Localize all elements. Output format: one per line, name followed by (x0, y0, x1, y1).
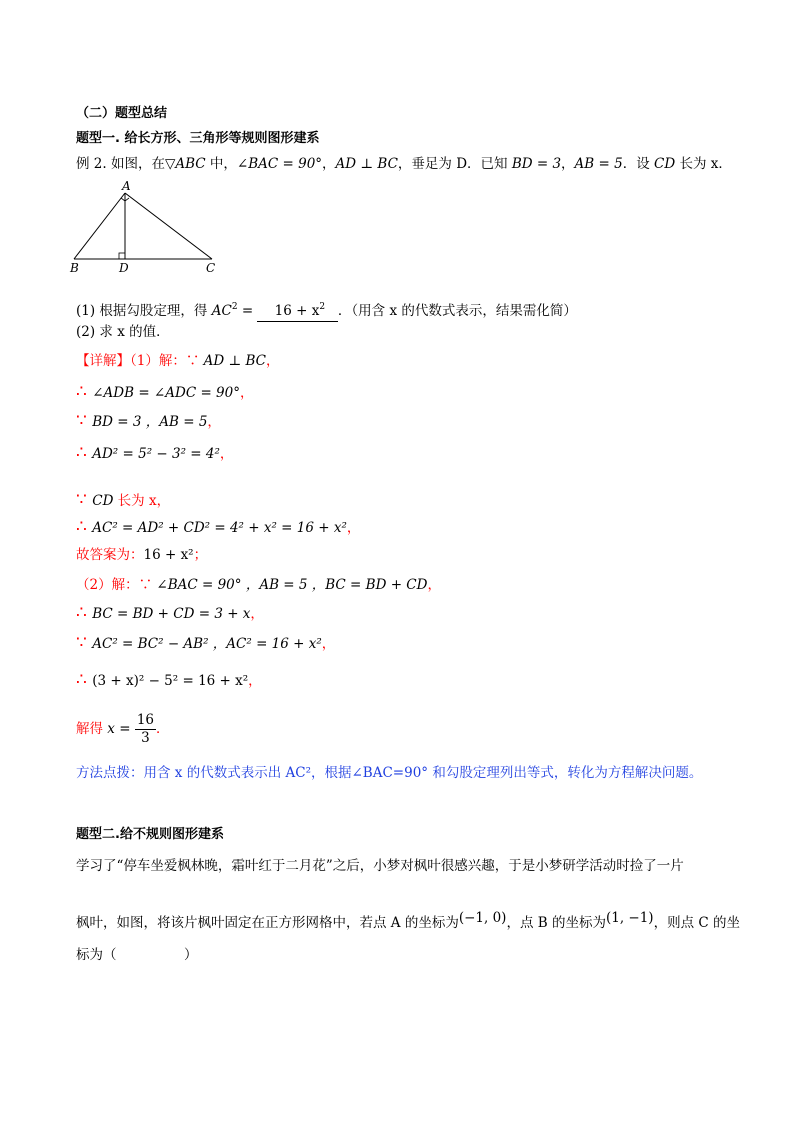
triangle-figure (66, 178, 231, 278)
solution-line-7: 故答案为：16 + x²； (76, 547, 208, 563)
section-title: （二）题型总结 (76, 106, 168, 121)
type1-title: 题型一. 给长方形、三角形等规则图形建系 (76, 131, 320, 146)
solution-line-2: ∴ ∠ADB = ∠ADC = 90°， (76, 382, 254, 402)
side-ab (74, 193, 125, 259)
side-ac (125, 193, 212, 259)
question-2: (2) 求 x 的值． (76, 324, 170, 340)
label-b: B (70, 261, 79, 275)
label-d: D (119, 261, 129, 275)
fraction-answer: $\frac{16}{3}$ (136, 712, 154, 746)
problem-line-2: 枫叶，如图，将该片枫叶固定在正方形网格中，若点 A 的坐标为(−1, 0)，点 B 的坐标为(1, −1)，则点 C 的坐 (76, 910, 740, 931)
solution-line-4: ∴ AD² = 5² − 3² = 4²， (76, 443, 234, 463)
solution-line-3: ∵ BD = 3 ，AB = 5， (76, 411, 221, 431)
solution-line-11: ∴ (3 + x)² − 5² = 16 + x²， (76, 670, 262, 690)
label-c: C (206, 261, 216, 275)
solution-line-12: 解得 x = $\frac{16}{3}$ ． (76, 712, 170, 746)
problem-line-1: 学习了“停车坐爱枫林晚，霜叶红于二月花”之后，小梦对枫叶很感兴趣，于是小梦研学活动时捡了一片 (76, 858, 684, 874)
problem-line-3: 标为（ ） (76, 947, 198, 963)
type2-title: 题型二.给不规则图形建系 (76, 827, 224, 842)
solution-line-1: 【详解】（1）解：∵ AD ⊥ BC， (76, 353, 280, 369)
solution-line-5: ∵ CD 长为 x， (76, 490, 171, 510)
solution-line-9: ∴ BC = BD + CD = 3 + x， (76, 603, 264, 623)
question-1: (1) 根据勾股定理，得 $AC^2$ = $16 + x^2$ ．（用含 x 的代数式表示，结果需化简） (76, 297, 577, 322)
example-statement: 例 2. 如图，在▽ABC 中，∠BAC = 90°，AD ⊥ BC，垂足为 D．已知 BD = 3，AB = 5．设 CD 长为 x． (76, 156, 732, 172)
solution-line-6: ∴ AC² = AD² + CD² = 4² + x² = 16 + x²， (76, 517, 361, 537)
solution-line-8: （2）解：∵ ∠BAC = 90° ，AB = 5 ，BC = BD + CD， (76, 577, 441, 593)
right-angle-mark-d (119, 253, 125, 259)
answer-blank: $16 + x^2$ (257, 297, 337, 322)
label-a: A (122, 179, 131, 193)
method-tip: 方法点拨：用含 x 的代数式表示出 AC²，根据∠BAC=90° 和勾股定理列出等式，转化为方程解决问题。 (76, 765, 703, 781)
solution-line-10: ∵ AC² = BC² − AB² ，AC² = 16 + x²， (76, 633, 336, 653)
solution-tag: 【详解】 (76, 353, 130, 369)
